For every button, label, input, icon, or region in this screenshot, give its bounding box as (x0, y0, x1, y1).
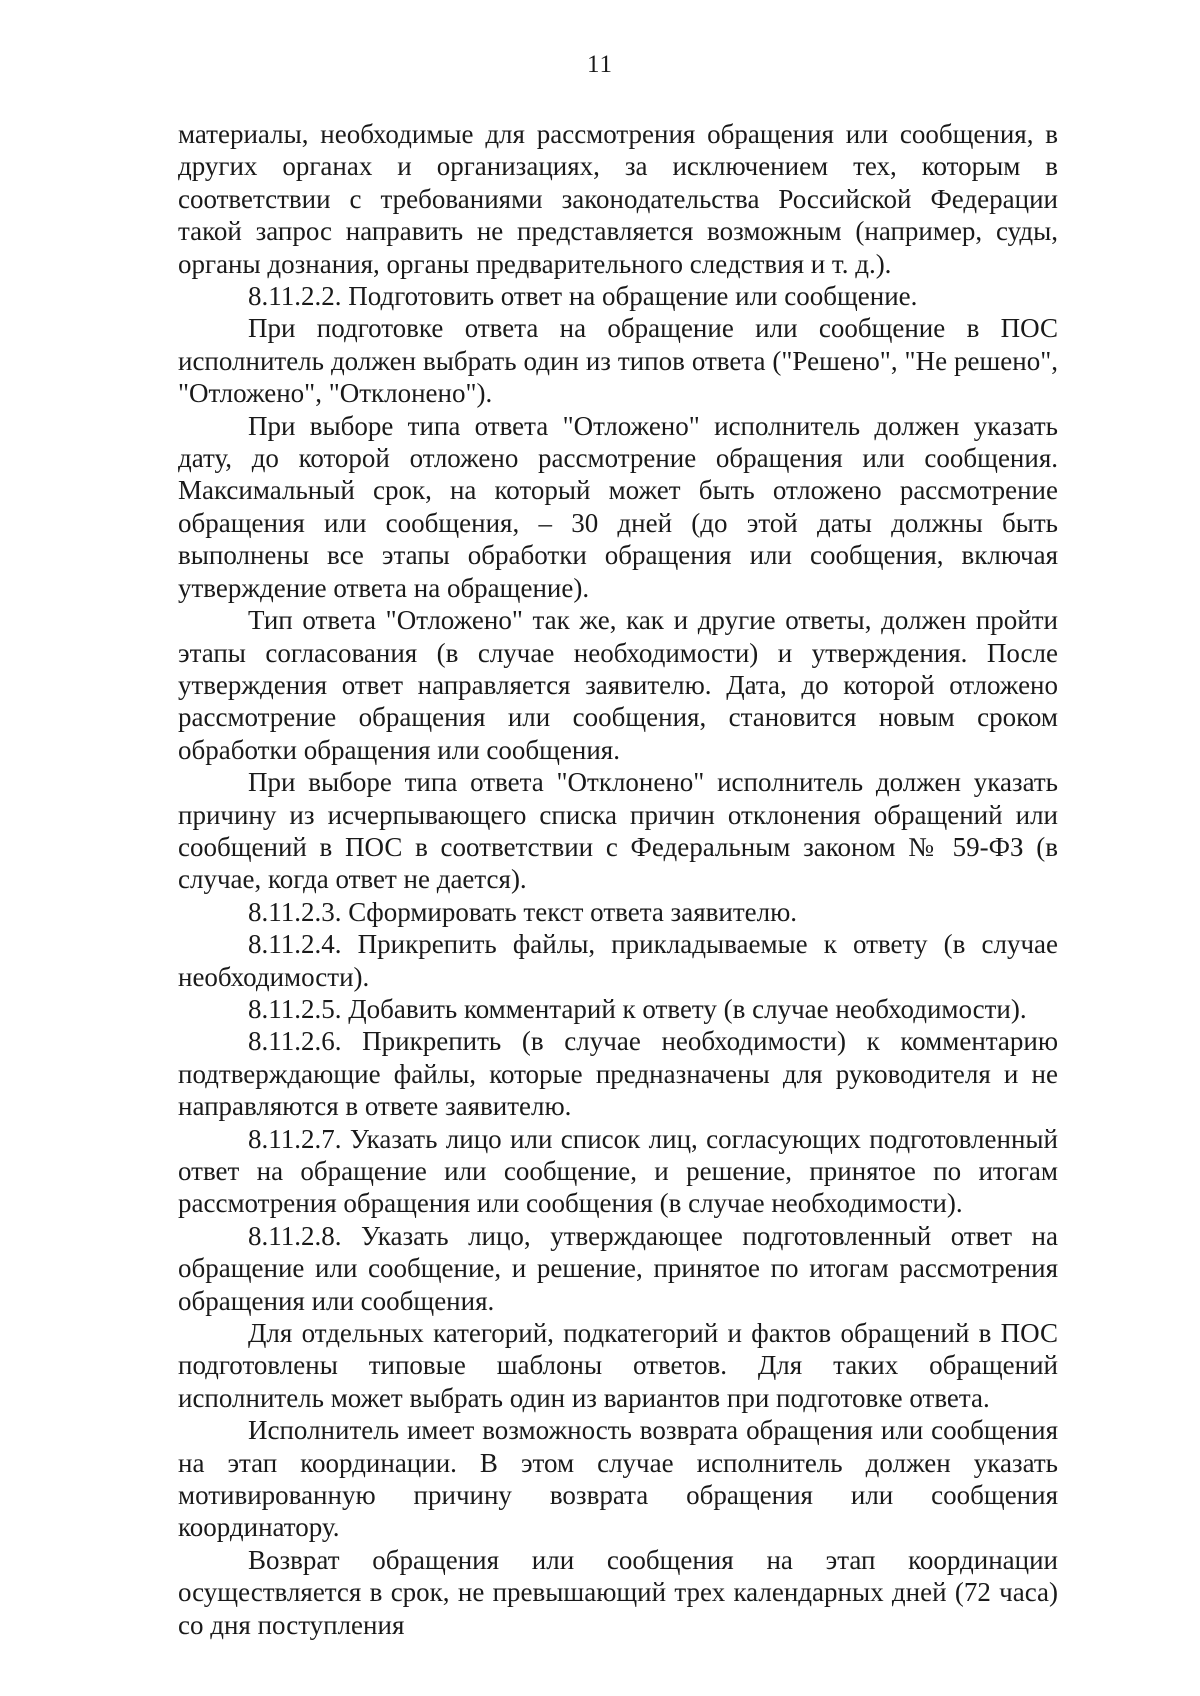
clause-8-11-2-7: 8.11.2.7. Указать лицо или список лиц, согласующих подготовленный ответ на обращение или сообщение, и решение, принятое по итогам рассмотрения обращения или сообщения (в случае необходимости). (178, 1123, 1058, 1219)
clause-8-11-2-2: 8.11.2.2. Подготовить ответ на обращение или сообщение. (248, 281, 918, 312)
paragraph-continuation: материалы, необходимые для рассмотрения обращения или сообщения, в других органах и организациях, за исключением тех, которым в соответствии с требованиями законодательства Российской Федерации такой запрос направить не представляется возможным (например, суды, органы дознания, органы предварительного следствия и т. д.). (178, 119, 1058, 279)
paragraph-return: Исполнитель имеет возможность возврата обращения или сообщения на этап координации. В этом случае исполнитель должен указать мотивированную причину возврата обращения или сообщения координатору. (178, 1415, 1058, 1543)
paragraph-rejected: При выборе типа ответа "Отклонено" исполнитель должен указать причину из исчерпывающего списка причин отклонения обращений или сообщений в ПОС в соответствии с Федеральным законом № 59-ФЗ (в случае, когда ответ не дается). (178, 767, 1058, 895)
paragraph-answer-types: При подготовке ответа на обращение или сообщение в ПОС исполнитель должен выбрать один из типов ответа ("Решено", "Не решено", "Отложено", "Отклонено"). (178, 313, 1058, 409)
paragraph-templates: Для отдельных категорий, подкатегорий и фактов обращений в ПОС подготовлены типовые шаблоны ответов. Для таких обращений исполнитель может выбрать один из вариантов при подготовке ответа. (178, 1318, 1058, 1413)
clause-8-11-2-6: 8.11.2.6. Прикрепить (в случае необходимости) к комментарию подтверждающие файлы, которые предназначены для руководителя и не направляются в ответе заявителю. (178, 1026, 1058, 1122)
clause-8-11-2-4: 8.11.2.4. Прикрепить файлы, прикладываемые к ответу (в случае необходимости). (178, 929, 1058, 992)
paragraph-postponed: При выборе типа ответа "Отложено" исполнитель должен указать дату, до которой отложено рассмотрение обращения или сообщения. Максимальный срок, на который может быть отложено рассмотрение обращения или сообщения, – 30 дней (до этой даты должны быть выполнены все этапы обработки обращения или сообщения, включая утверждение ответа на обращение). (178, 410, 1058, 603)
clause-8-11-2-5: 8.11.2.5. Добавить комментарий к ответу (в случае необходимости). (248, 993, 1027, 1024)
clause-8-11-2-8: 8.11.2.8. Указать лицо, утверждающее подготовленный ответ на обращение или сообщение, и решение, принятое по итогам рассмотрения обращения или сообщения. (178, 1220, 1058, 1316)
clause-8-11-2-3: 8.11.2.3. Сформировать текст ответа заявителю. (248, 896, 798, 927)
paragraph-return-deadline: Возврат обращения или сообщения на этап координации осуществляется в срок, не превышающий трех календарных дней (72 часа) со дня поступления (178, 1544, 1058, 1640)
paragraph-postponed-approval: Тип ответа "Отложено" так же, как и другие ответы, должен пройти этапы согласования (в случае необходимости) и утверждения. После утверждения ответ направляется заявителю. Дата, до которой отложено рассмотрение обращения или сообщения, становится новым сроком обработки обращения или сообщения. (178, 605, 1058, 765)
page-number: 11 (586, 51, 614, 78)
document-body (178, 118, 1058, 1641)
